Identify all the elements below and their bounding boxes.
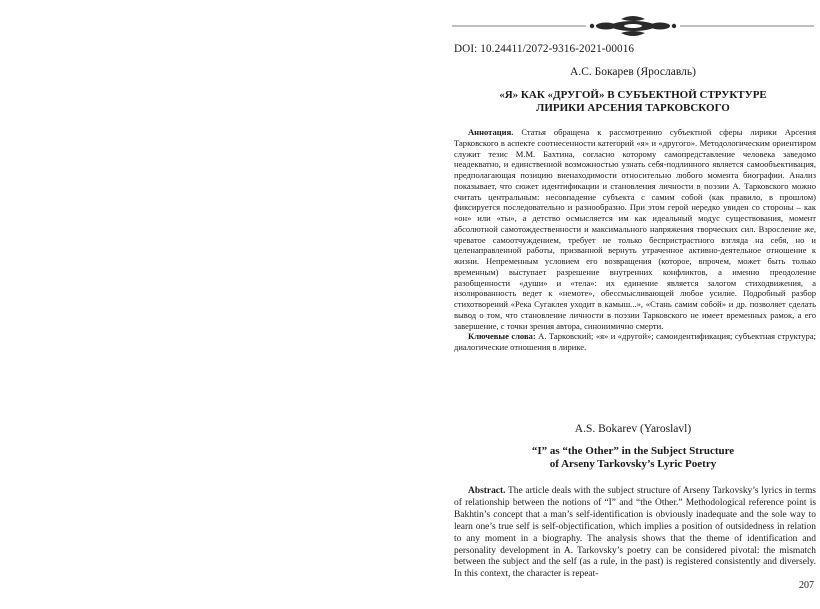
title-en-line-2: of Arseny Tarkovsky’s Lyric Poetry <box>549 457 717 470</box>
abstract-en <box>454 486 816 581</box>
journal-page <box>446 0 820 609</box>
abstract-en-paragraph <box>454 486 816 581</box>
doi-identifier: DOI: 10.24411/2072-9316-2021-00016 <box>454 43 635 55</box>
abstract-en-label: Abstract. <box>468 486 506 496</box>
abstract-ru-paragraph <box>454 127 816 331</box>
title-ru-line-1: «Я» КАК «ДРУГОЙ» В СУБЪЕКТНОЙ СТРУКТУРЕ <box>499 89 767 101</box>
page-number: 207 <box>799 580 814 591</box>
decorative-rule-icon <box>446 14 820 38</box>
abstract-ru-text: Статья обращена к рассмотрению субъектной сферы лирики Арсения Тарковского в аспекте соотнесенности категорий «я» и «другого». Методологическим ориентиром служит тезис М.М. Бахтина, согласно которому самопредставление человека заведомо неадекватно, и единственной возможностью узнать себя-подлинного является самообъективация, предполагающая позицию вненаходимости относительно любого момента биографии. Анализ показывает, что сюжет идентификации и становления личности в поэзии А. Тарковского можно считать центральным: несовпадение субъекта с самим собой (как правило, в прошлом) фиксируется последовательно и разнообразно. При этом герой нередко увиден со стороны – как «он» или «ты», а детство осмысляется им как идеальный модус существования, момент абсолютной самотождественности и максимального напряжения творческих сил. Взросление же, чреватое самоотчуждением, требует не только беспристрастного взгляда на себя, но и целенаправленной работы, призванной вернуть утраченное активно-деятельное отношение к жизни. Непременным условием его возвращения (которое, впрочем, может быть только временным) выступает разрешение внутренних конфликтов, а именно преодоление разобщенности «души» и «тела»: их единение является залогом стиходвижения, а изолированность ведет к «немоте», обессмысливающей любое усилие. Подробный разбор стихотворений «Река Сугаклея уходит в камыш...», «Стань самим собой» и др. позволяет сделать вывод о том, что становление личности в поэзии Тарковского не имеет временных рамок, а его завершение, с точки зрения автора, синонимично смерти. <box>454 127 817 331</box>
article-title-en <box>446 445 820 470</box>
keywords-ru-text: А. Тарковский; «я» и «другой»; самоидентификация; субъектная структура; диалогические отношения в лирике. <box>454 331 816 352</box>
title-ru-line-2: ЛИРИКИ АРСЕНИЯ ТАРКОВСКОГО <box>536 101 730 114</box>
author-ru: А.С. Бокарев (Ярославль) <box>570 66 696 78</box>
abstract-ru <box>454 127 816 353</box>
abstract-en-text: The article deals with the subject structure of Arseny Tarkovsky’s lyrics in terms of relationship between the notions of “I” and “the Other.” Methodological reference point is Bakhtin’s concept that a man’s self-identification is obviously inadequate and the sole way to learn one’s true self is self-objectification, which implies a position of outsidedness in relation to any moment in a biography. The analysis shows that the theme of identification and personality development in A. Tarkovsky’s poetry can be considered pivotal: the mismatch between the subject and the self (as a rule, in the past) is registered consistently and diversely. In this context, the character is repeat- <box>454 486 816 580</box>
keywords-ru-paragraph <box>454 331 816 353</box>
author-en: A.S. Bokarev (Yaroslavl) <box>574 423 692 435</box>
keywords-ru-label: Ключевые слова: <box>468 331 536 342</box>
abstract-ru-label: Аннотация. <box>468 127 514 137</box>
article-title-ru <box>446 89 820 114</box>
title-en-line-1: “I” as “the Other” in the Subject Structure <box>531 445 735 457</box>
